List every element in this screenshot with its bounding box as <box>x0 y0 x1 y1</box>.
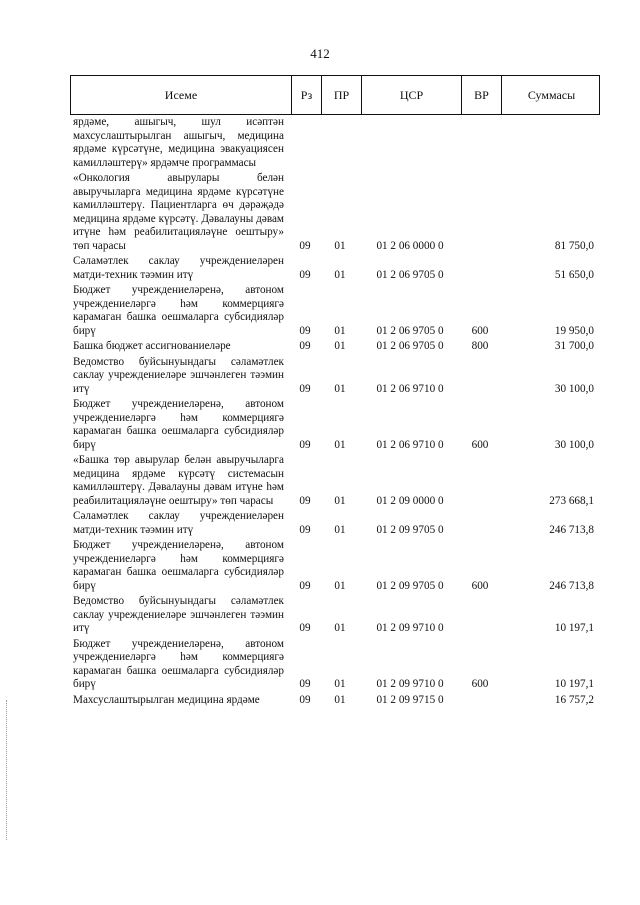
table-row <box>70 172 600 253</box>
cell-pr: 01 <box>334 622 346 634</box>
table-row <box>70 510 600 537</box>
cell-sum: 51 650,0 <box>554 268 594 281</box>
table-row <box>70 595 600 636</box>
table-row <box>70 340 600 354</box>
header-csr: ЦСР <box>361 76 461 114</box>
cell-pr: 01 <box>334 239 346 252</box>
cell-vr: 600 <box>471 579 489 592</box>
cell-name: Бюджет учреждениеләренә, автоном учреждениеләргә һәм коммерциягә карамаган башка оешмаларга субсидияләр бирү <box>73 637 284 690</box>
cell-sum: 30 100,0 <box>554 438 594 451</box>
table-row <box>70 255 600 282</box>
cell-name: Ведомство буйсынуындагы сәламәтлек саклау учреждениеләре эшчәнлеген тәэмин итү <box>73 595 284 634</box>
table-row <box>70 115 600 170</box>
table-row <box>70 398 600 452</box>
cell-rz: 09 <box>299 239 311 252</box>
cell-rz: 09 <box>299 438 311 451</box>
table-body <box>70 115 600 707</box>
cell-rz: 09 <box>299 340 311 352</box>
margin-marks <box>6 700 9 840</box>
table-row <box>70 638 600 692</box>
cell-vr: 800 <box>471 340 489 352</box>
header-vr: ВР <box>461 76 501 114</box>
table-header <box>70 75 600 115</box>
cell-csr: 01 2 09 9710 0 <box>376 622 444 634</box>
cell-csr: 01 2 09 9715 0 <box>376 693 444 706</box>
cell-rz: 09 <box>299 382 311 395</box>
header-sum: Суммасы <box>501 76 601 114</box>
cell-csr: 01 2 09 9705 0 <box>376 523 444 536</box>
cell-csr: 01 2 06 9710 0 <box>376 382 444 395</box>
page-number: 412 <box>310 46 330 61</box>
cell-pr: 01 <box>334 438 346 451</box>
cell-csr: 01 2 06 9710 0 <box>376 438 444 451</box>
table-row <box>70 694 600 708</box>
table-row <box>70 539 600 593</box>
cell-sum: 273 668,1 <box>549 494 594 507</box>
cell-name: Сәламәтлек саклау учреждениеләрен матди-техник тәэмин итү <box>73 510 284 536</box>
header-name: Исеме <box>164 87 198 102</box>
cell-csr: 01 2 06 9705 0 <box>376 324 444 337</box>
budget-table <box>70 75 600 709</box>
cell-rz: 09 <box>299 494 311 507</box>
cell-name: Ведомство буйсынуындагы сәламәтлек саклау учреждениеләре эшчәнлеген тәэмин итү <box>73 355 284 395</box>
cell-vr: 600 <box>471 324 489 337</box>
cell-pr: 01 <box>334 494 346 507</box>
cell-csr: 01 2 09 9705 0 <box>376 579 444 592</box>
cell-csr: 01 2 09 0000 0 <box>376 494 444 507</box>
cell-csr: 01 2 06 9705 0 <box>376 340 444 352</box>
cell-sum: 16 757,2 <box>554 693 594 706</box>
cell-pr: 01 <box>334 693 346 706</box>
cell-sum: 19 950,0 <box>554 324 594 337</box>
cell-csr: 01 2 09 9710 0 <box>376 678 444 690</box>
table-row <box>70 284 600 338</box>
cell-sum: 10 197,1 <box>554 678 594 690</box>
cell-vr: 600 <box>471 678 489 690</box>
cell-pr: 01 <box>334 678 346 690</box>
cell-pr: 01 <box>334 324 346 337</box>
cell-rz: 09 <box>299 678 311 690</box>
header-rz: Рз <box>291 76 321 114</box>
cell-vr: 600 <box>471 438 489 451</box>
cell-rz: 09 <box>299 324 311 337</box>
cell-name: Бюджет учреждениеләренә, автоном учреждениеләргә һәм коммерциягә карамаган башка оешмаларга субсидияләр бирү <box>73 539 284 592</box>
cell-sum: 30 100,0 <box>554 382 594 395</box>
cell-csr: 01 2 06 9705 0 <box>376 268 444 281</box>
cell-sum: 246 713,8 <box>549 579 594 592</box>
cell-sum: 81 750,0 <box>554 239 594 252</box>
cell-name: Бюджет учреждениеләренә, автоном учреждениеләргә һәм коммерциягә карамаган башка оешмаларга субсидияләр бирү <box>73 398 284 451</box>
cell-name: «Онкология авырулары белән авыручыларга медицина ярдәме күрсәтүне камилләштерү. Пациентларга өч дәрәҗәдә медицина ярдәме күрсәтү. Дәвалауны дәвам итүне һәм реабилитацияләүне оештыру» төп чарасы <box>73 172 284 252</box>
cell-rz: 09 <box>299 579 311 592</box>
cell-name: ярдәме, ашыгыч, шул исәптән махсуслаштырылган ашыгыч, медицина ярдәме күрсәтүне, медицина эвакуациясен камилләштерү» ярдәмче программасы <box>73 116 284 169</box>
cell-pr: 01 <box>334 523 346 536</box>
cell-rz: 09 <box>299 693 311 706</box>
cell-pr: 01 <box>334 340 346 352</box>
cell-name: «Башка төр авырулар белән авыручыларга медицина ярдәме күрсәтү системасын камилләштерү. Дәвалауны дәвам итүне һәм реабилитацияләүне оештыру» төп чарасы <box>73 454 284 507</box>
cell-pr: 01 <box>334 268 346 281</box>
table-row <box>70 356 600 397</box>
cell-rz: 09 <box>299 523 311 536</box>
cell-sum: 10 197,1 <box>554 622 594 634</box>
cell-pr: 01 <box>334 382 346 395</box>
header-pr: ПР <box>321 76 361 114</box>
cell-name: Сәламәтлек саклау учреждениеләрен матди-техник тәэмин итү <box>73 255 284 281</box>
table-row <box>70 454 600 508</box>
cell-sum: 246 713,8 <box>549 523 594 536</box>
cell-rz: 09 <box>299 268 311 281</box>
cell-name: Бюджет учреждениеләренә, автоном учреждениеләргә һәм коммерциягә карамаган башка оешмаларга субсидияләр бирү <box>73 284 284 337</box>
cell-name: Башка бюджет ассигнованиеләре <box>73 340 231 352</box>
cell-pr: 01 <box>334 579 346 592</box>
cell-sum: 31 700,0 <box>554 340 594 352</box>
cell-csr: 01 2 06 0000 0 <box>376 239 444 252</box>
cell-name: Махсуслаштырылган медицина ярдәме <box>73 693 260 706</box>
cell-rz: 09 <box>299 622 311 634</box>
